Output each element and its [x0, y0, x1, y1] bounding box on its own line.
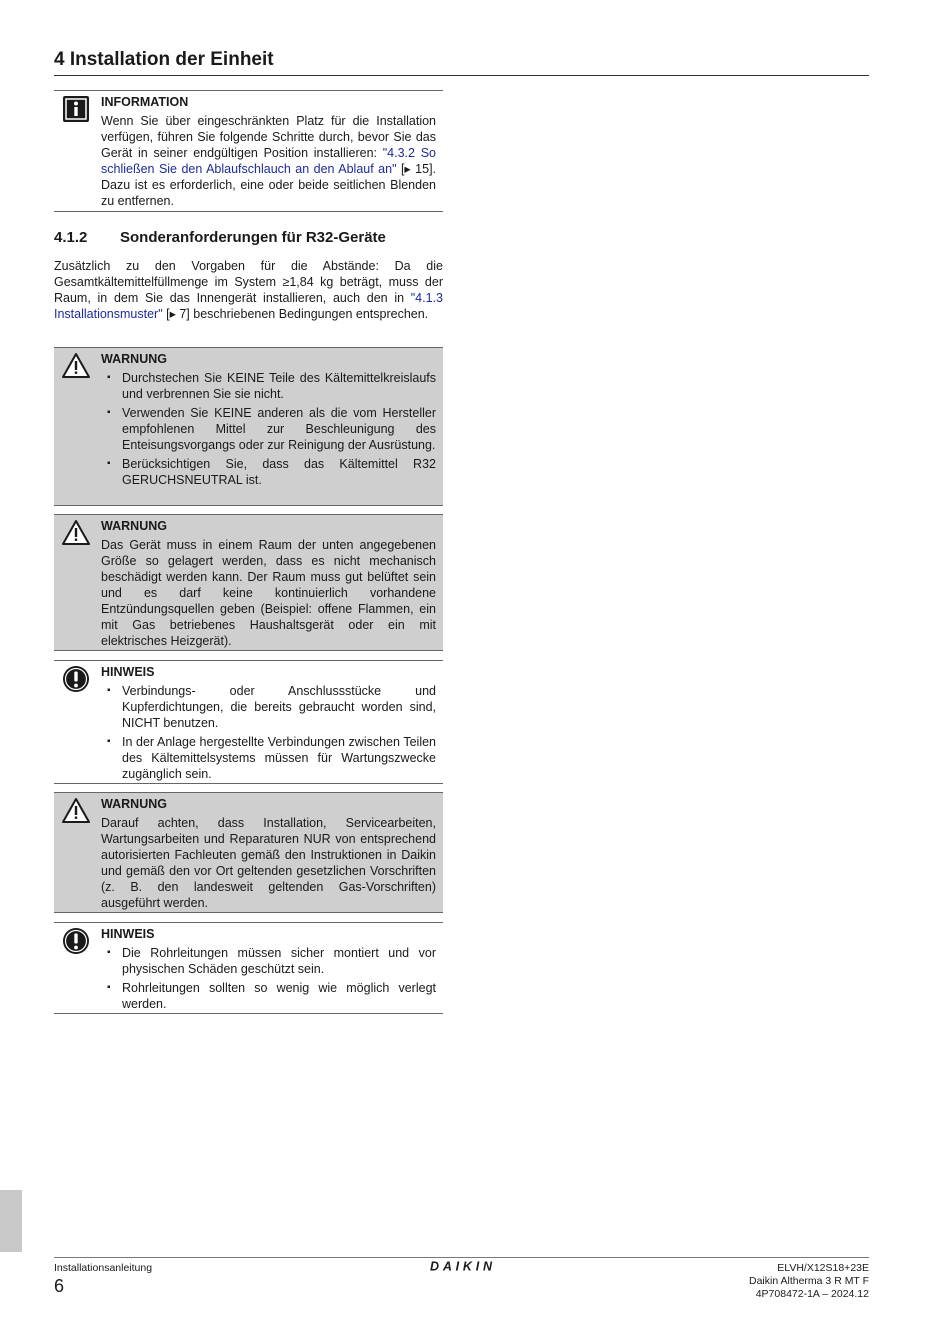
section-number: 4.1.2 — [54, 229, 88, 246]
chapter-title: 4 Installation der Einheit — [54, 48, 869, 76]
warning-heading: WARNUNG — [101, 797, 167, 811]
list-item: ▪ Verwenden Sie KEINE anderen als die vom Hersteller empfohlenen Mittel zur Beschleunigung des Enteisungsvorgangs oder zur Reinigung der Ausrüstung. — [101, 405, 436, 453]
list-item: ▪ Die Rohrleitungen müssen sicher montiert und vor physischen Schäden geschützt sein. — [101, 945, 436, 977]
information-heading: INFORMATION — [101, 95, 189, 109]
notice-list — [101, 945, 436, 1012]
page-number: 6 — [54, 1276, 65, 1296]
section-heading — [54, 228, 386, 248]
notice-icon — [62, 927, 90, 955]
footer-product: Daikin Altherma 3 R MT F — [748, 1275, 869, 1287]
warning-text: Das Gerät muss in einem Raum der unten angegebenen Größe so gelagert werden, dass es nicht mechanisch beschädigt werden kann. Der Raum muss gut belüftet sein und es darf keine kontinuierlich vorhandene Entzündungsquellen geben (Beispiel: offene Flammen, ein mit Gas betriebenes Haushaltsgerät oder ein mit elektrisches Heizgerät). — [101, 538, 436, 648]
chapter-side-tab — [0, 1190, 22, 1252]
warning-list — [101, 370, 436, 488]
list-item: ▪ Berücksichtigen Sie, dass das Kältemittel R32 GERUCHSNEUTRAL ist. — [101, 456, 436, 488]
daikin-logo — [430, 1259, 494, 1273]
footer-divider — [54, 1257, 869, 1258]
svg-text:DAIKIN: DAIKIN — [430, 1259, 492, 1273]
information-icon — [62, 95, 90, 123]
footer-doc-type: Installationsanleitung — [54, 1262, 153, 1274]
footer-doc-code: 4P708472-1A – 2024.12 — [755, 1288, 869, 1300]
notice-list — [101, 683, 436, 782]
footer-model: ELVH/X12S18+23E — [777, 1262, 869, 1274]
warning-text: Darauf achten, dass Installation, Servicearbeiten, Wartungsarbeiten und Reparaturen NUR von entsprechend autorisierten Fachleuten gemäß den Instruktionen in Daikin und gemäß den vor Ort geltenden gesetzlichen Vorschriften (z. B. den landesweit geltenden Gas-Vorschriften) ausgeführt werden. — [101, 816, 436, 910]
information-text: Wenn Sie über eingeschränkten Platz für die Installation verfügen, führen Sie folgende Schritte durch, bevor Sie das Gerät in seiner endgültigen Position installieren: "4.3.2 So schließen Sie den Ablaufschlauch an den Ablauf an" [▸ 15]. Dazu ist es erforderlich, eine oder beide seitlichen Blenden zu entfernen. — [101, 114, 437, 208]
warning-box-2 — [54, 514, 443, 651]
section-title: Sonderanforderungen für R32-Geräte — [120, 229, 386, 246]
notice-box-2 — [54, 922, 443, 1014]
warning-box-1 — [54, 347, 443, 506]
section-paragraph: Zusätzlich zu den Vorgaben für die Abstände: Da die Gesamtkältemittelfüllmenge im System ≥1,84 kg beträgt, muss der Raum, in dem Sie das Innengerät installieren, auch den in "4.1.3 Installationsmuster" [▸ 7] beschriebenen Bedingungen entsprechen. — [54, 259, 443, 321]
warning-box-3 — [54, 792, 443, 913]
list-item: ▪ In der Anlage hergestellte Verbindungen zwischen Teilen des Kältemittelsystems müssen für Wartungszwecke zugänglich sein. — [101, 734, 436, 782]
warning-icon — [62, 797, 90, 825]
warning-heading: WARNUNG — [101, 352, 167, 366]
notice-icon — [62, 665, 90, 693]
list-item: ▪ Rohrleitungen sollten so wenig wie möglich verlegt werden. — [101, 980, 436, 1012]
notice-heading: HINWEIS — [101, 665, 155, 679]
footer-doc-info — [749, 1262, 869, 1301]
information-box — [54, 90, 443, 212]
warning-icon — [62, 519, 90, 547]
warning-heading: WARNUNG — [101, 519, 167, 533]
list-item: ▪ Verbindungs- oder Anschlussstücke und Kupferdichtungen, die bereits gebraucht worden sind, NICHT benutzen. — [101, 683, 436, 731]
notice-box-1 — [54, 660, 443, 784]
list-item: ▪ Durchstechen Sie KEINE Teile des Kältemittelkreislaufs und verbrennen Sie sie nicht. — [101, 370, 436, 402]
warning-icon — [62, 352, 90, 380]
notice-heading: HINWEIS — [101, 927, 155, 941]
link-installationsmuster[interactable]: "4.1.3 Installationsmuster" — [54, 291, 443, 321]
link-ablaufschlauch[interactable]: "4.3.2 So schließen Sie den Ablaufschlauch an den Ablauf an" — [101, 146, 436, 176]
